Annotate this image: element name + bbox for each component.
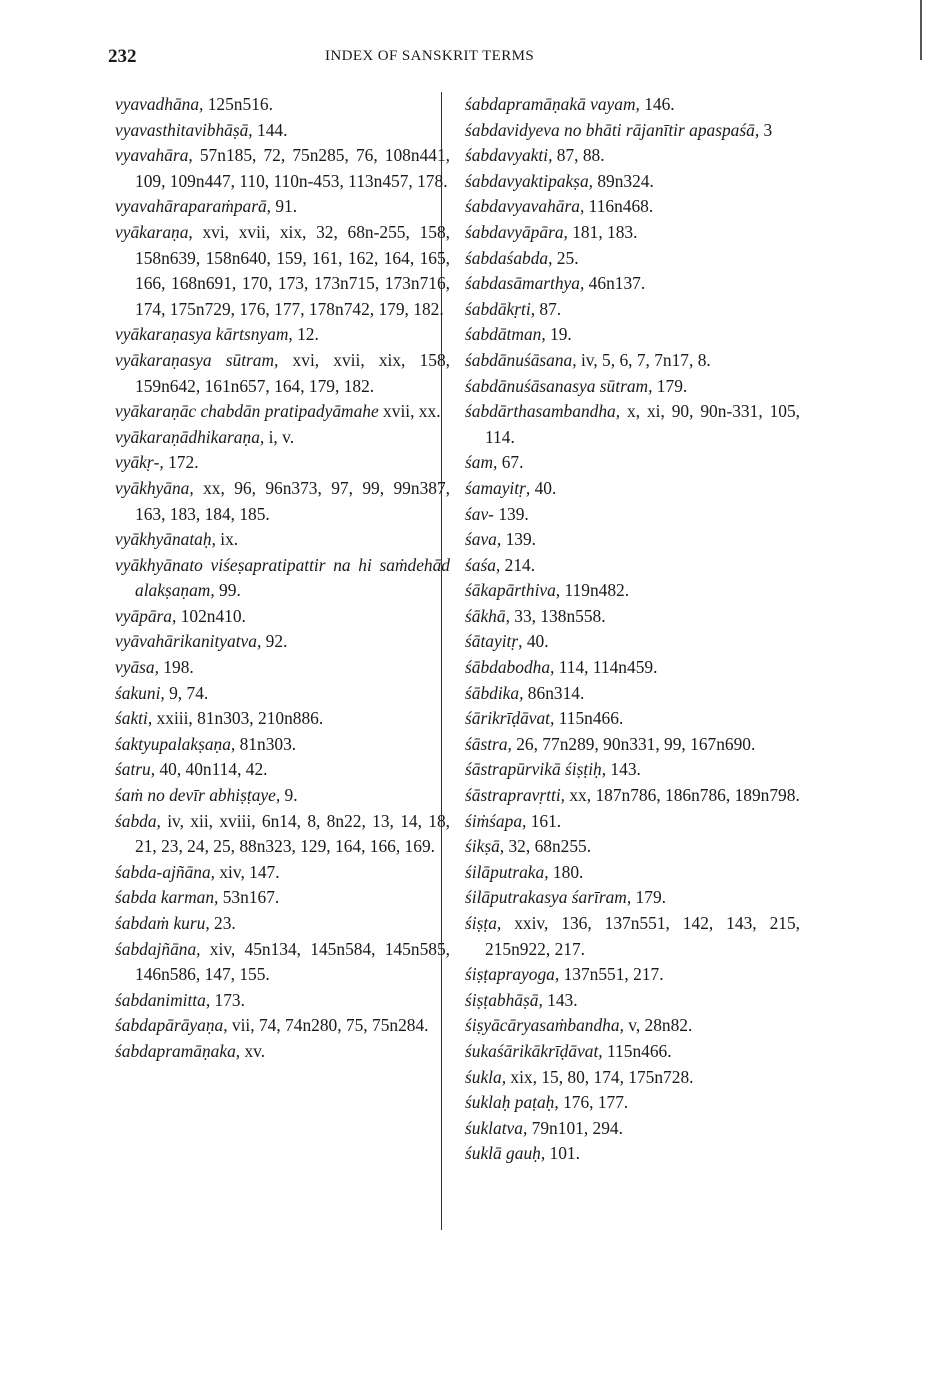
entry-refs: 87, 88.: [552, 145, 605, 166]
entry-term: śabdavyakti,: [465, 145, 553, 166]
entry-refs: 144.: [252, 119, 288, 140]
index-entry: [465, 732, 800, 758]
entry-term: śābdabodha,: [465, 657, 555, 678]
entry-term: śabdātman,: [465, 324, 546, 345]
entry-refs: xxiv, 136, 137n551, 142, 143, 215, 215n922, 217.: [485, 913, 800, 959]
entry-term: śabdavyavahāra,: [465, 196, 585, 217]
entry-term: śabdaṁ kuru,: [115, 913, 210, 933]
entry-term: śuklā gauḥ,: [465, 1143, 546, 1164]
entry-refs: 89n324.: [592, 170, 654, 191]
entry-refs: 146.: [639, 94, 675, 114]
entry-refs: 9, 74.: [164, 682, 209, 703]
entry-term: śabdaśabda,: [465, 247, 553, 268]
index-entry: [115, 425, 450, 451]
entry-refs: 40.: [522, 631, 549, 652]
entry-refs: 91.: [271, 196, 298, 217]
entry-refs: 115n466.: [554, 708, 624, 729]
index-entry: [465, 374, 800, 400]
entry-refs: 181, 183.: [567, 221, 638, 242]
index-entry: [115, 322, 450, 348]
index-entry: [465, 297, 800, 323]
entry-refs: 57n185, 72, 75n285, 76, 108n441, 109, 109n447, 110, 110n-453, 113n457, 178.: [135, 145, 450, 191]
entry-refs: 3: [759, 119, 773, 140]
index-entry: [115, 937, 450, 988]
entry-term: śaśa,: [465, 554, 501, 575]
entry-term: śakuni,: [115, 682, 165, 703]
entry-term: vyākhyāna,: [115, 477, 194, 498]
index-entry: [115, 399, 450, 425]
entry-refs: 143.: [542, 989, 578, 1010]
index-entry: [465, 1013, 800, 1039]
index-entry: [465, 706, 800, 732]
entry-refs: 161.: [526, 810, 562, 831]
index-entry: [465, 527, 800, 553]
entry-term: vyākaraṇasya sūtram,: [115, 349, 279, 370]
entry-refs: 86n314.: [523, 682, 585, 703]
entry-refs: 25.: [552, 247, 579, 268]
index-entry: [465, 1065, 800, 1091]
index-entry: [465, 220, 800, 246]
index-entry: [115, 476, 450, 527]
entry-term: śamayitṛ,: [465, 477, 531, 498]
entry-term: vyākṛ-,: [115, 452, 164, 473]
entry-term: śāstra,: [465, 733, 512, 754]
entry-term: śabdapramāṇaka,: [115, 1040, 241, 1061]
entry-term: śākapārthiva,: [465, 580, 561, 601]
index-entry: [115, 681, 450, 707]
entry-refs: 125n516.: [203, 94, 273, 114]
entry-term: vyākaraṇādhikaraṇa,: [115, 426, 265, 447]
index-entry: [115, 527, 450, 553]
entry-refs: 40.: [530, 477, 557, 498]
entry-term: vyākaraṇāc chabdān pratipadyāmahe: [115, 401, 379, 422]
entry-refs: 92.: [261, 631, 288, 652]
running-head: INDEX OF SANSKRIT TERMS: [325, 48, 535, 64]
entry-term: vyākhyānataḥ,: [115, 529, 216, 550]
index-entry: [465, 604, 800, 630]
entry-term: śatru,: [115, 759, 156, 780]
entry-refs: 67.: [497, 452, 524, 473]
entry-refs: iv, xii, xviii, 6n14, 8, 8n22, 13, 14, 18, 21, 23, 24, 25, 88n323, 129, 164, 166, 169.: [135, 810, 450, 857]
entry-term: śāstrapūrvikā śiṣṭiḥ,: [465, 759, 607, 780]
entry-refs: v, 28n82.: [623, 1015, 693, 1036]
entry-term: śabdākṛti,: [465, 298, 536, 319]
entry-refs: 214.: [500, 554, 536, 575]
index-entry: [465, 476, 800, 502]
entry-refs: 114, 114n459.: [554, 657, 658, 678]
entry-refs: 26, 77n289, 90n331, 99, 167n690.: [511, 733, 756, 754]
index-entry: [465, 246, 800, 272]
entry-term: śiṣyācāryasaṁbandha,: [465, 1015, 624, 1036]
entry-term: śukaśārikākrīḍāvat,: [465, 1040, 603, 1061]
index-entry: [465, 578, 800, 604]
entry-term: vyākhyānato viśeṣapratipattir na hi saṁdehād alakṣaṇam,: [115, 554, 450, 601]
entry-term: śuklaḥ paṭaḥ,: [465, 1092, 559, 1113]
entry-refs: 119n482.: [560, 580, 630, 601]
entry-term: śabdanimitta,: [115, 989, 211, 1010]
index-entry: [465, 92, 800, 118]
entry-term: śiṣṭaprayoga,: [465, 964, 560, 985]
index-entry: [465, 629, 800, 655]
index-entry: [115, 988, 450, 1014]
index-entry: [465, 860, 800, 886]
index-entry: [115, 220, 450, 322]
entry-term: śabdānuśāsanasya sūtram,: [465, 375, 653, 396]
entry-refs: 139.: [493, 503, 529, 524]
entry-refs: 115n466.: [602, 1040, 672, 1061]
entry-term: śabdavyaktipakṣa,: [465, 170, 593, 191]
entry-refs: xiv, 147.: [215, 861, 280, 882]
entry-term: śabdapārāyaṇa,: [115, 1015, 228, 1036]
entry-refs: xiv, 45n134, 145n584, 145n585, 146n586, 147, 155.: [135, 938, 450, 985]
index-entry: [115, 629, 450, 655]
entry-refs: 198.: [158, 657, 194, 678]
entry-refs: 102n410.: [176, 605, 246, 626]
entry-refs: ix.: [215, 529, 239, 550]
entry-term: śaktyupalakṣaṇa,: [115, 733, 236, 754]
entry-term: śākhā,: [465, 605, 510, 626]
index-entry: [115, 757, 450, 783]
index-entry: [115, 1013, 450, 1039]
index-entry: [465, 1090, 800, 1116]
index-entry: [115, 194, 450, 220]
entry-refs: x, xi, 90, 90n-331, 105, 114.: [485, 401, 800, 447]
index-entry: [465, 681, 800, 707]
entry-term: śāstrapravṛtti,: [465, 785, 566, 806]
index-entry: [465, 834, 800, 860]
entry-term: śukla,: [465, 1066, 507, 1087]
entry-refs: 87.: [535, 298, 562, 319]
entry-term: vyāvahārikanityatva,: [115, 631, 262, 652]
entry-term: śaṁ no devīr abhiṣṭaye,: [115, 785, 281, 806]
left-column: [115, 92, 450, 1065]
entry-refs: 99.: [214, 580, 241, 601]
entry-term: śabda karman,: [115, 887, 219, 908]
entry-term: śabdasāmarthya,: [465, 273, 585, 294]
entry-term: śārikrīḍāvat,: [465, 708, 555, 729]
index-entry: [115, 860, 450, 886]
entry-refs: 180.: [548, 861, 584, 882]
entry-term: śabdapramāṇakā vayam,: [465, 94, 640, 114]
entry-refs: 179.: [631, 887, 666, 908]
index-entry: [115, 553, 450, 604]
entry-refs: i, v.: [264, 426, 295, 447]
index-entry: [465, 783, 800, 809]
index-entry: [115, 732, 450, 758]
entry-refs: 81n303.: [235, 733, 297, 754]
entry-refs: iv, 5, 6, 7, 7n17, 8.: [576, 349, 711, 370]
index-entry: [115, 809, 450, 860]
entry-refs: vii, 74, 74n280, 75, 75n284.: [227, 1015, 429, 1036]
entry-term: śava,: [465, 529, 502, 550]
entry-refs: xvi, xvii, xix, 158, 159n642, 161n657, 164, 179, 182.: [135, 349, 450, 396]
index-entry: [465, 1141, 800, 1167]
entry-term: śabda,: [115, 810, 161, 831]
entry-refs: 79n101, 294.: [527, 1117, 623, 1138]
entry-refs: 173.: [210, 989, 245, 1010]
entry-term: śabdānuśāsana,: [465, 349, 577, 370]
entry-refs: 46n137.: [584, 273, 646, 294]
index-entry: [465, 194, 800, 220]
entry-term: śakti,: [115, 708, 153, 729]
entry-term: śabdavyāpāra,: [465, 221, 568, 242]
entry-refs: xxiii, 81n303, 210n886.: [152, 708, 324, 729]
index-entry: [465, 962, 800, 988]
entry-term: vyākaraṇasya kārtsnyam,: [115, 324, 293, 345]
index-entry: [465, 655, 800, 681]
entry-term: vyavadhāna,: [115, 94, 204, 114]
entry-refs: 40, 40n114, 42.: [155, 759, 268, 780]
index-entry: [115, 92, 450, 118]
entry-refs: 176, 177.: [558, 1092, 629, 1113]
index-entry: [465, 809, 800, 835]
entry-term: vyāpāra,: [115, 605, 177, 626]
index-entry: [465, 1116, 800, 1142]
index-entry: [115, 118, 450, 144]
entry-refs: 33, 138n558.: [509, 605, 606, 626]
index-entry: [115, 143, 450, 194]
entry-term: śilāputraka,: [465, 861, 549, 882]
entry-refs: 179.: [652, 375, 688, 396]
entry-term: vyākaraṇa,: [115, 221, 193, 242]
entry-term: śabdārthasambandha,: [465, 401, 621, 422]
entry-term: śābdika,: [465, 682, 524, 703]
entry-term: śav-: [465, 503, 494, 524]
index-entry: [465, 450, 800, 476]
entry-refs: xix, 15, 80, 174, 175n728.: [506, 1066, 694, 1087]
right-column: [465, 92, 800, 1167]
entry-refs: 116n468.: [584, 196, 654, 217]
entry-refs: xx, 96, 96n373, 97, 99, 99n387, 163, 183, 184, 185.: [135, 477, 450, 524]
index-entry: [465, 322, 800, 348]
index-entry: [465, 911, 800, 962]
entry-refs: xv.: [240, 1040, 266, 1061]
entry-term: śiṣṭabhāṣā,: [465, 989, 543, 1010]
index-entry: [465, 118, 800, 144]
entry-refs: xx, 187n786, 186n786, 189n798.: [565, 785, 800, 806]
index-entry: [465, 348, 800, 374]
index-entry: [115, 655, 450, 681]
entry-term: śātayitṛ,: [465, 631, 523, 652]
entry-term: śabdavidyeva no bhāti rājanītir apaspaśā,: [465, 119, 760, 140]
entry-refs: 143.: [606, 759, 641, 780]
entry-refs: 101.: [545, 1143, 580, 1164]
index-entry: [465, 502, 800, 528]
entry-refs: 137n551, 217.: [559, 964, 664, 985]
index-entry: [465, 553, 800, 579]
index-entry: [115, 450, 450, 476]
index-entry: [115, 348, 450, 399]
entry-refs: 9.: [280, 785, 298, 806]
entry-term: śiṁśapa,: [465, 810, 527, 831]
index-entry: [465, 1039, 800, 1065]
index-entry: [465, 271, 800, 297]
entry-refs: 172.: [163, 452, 199, 473]
entry-term: śabda-ajñāna,: [115, 861, 215, 882]
entry-term: vyavahāraparaṁparā,: [115, 196, 272, 217]
entry-refs: xvii, xx.: [378, 401, 441, 422]
entry-refs: 53n167.: [218, 887, 280, 908]
index-entry: [465, 757, 800, 783]
entry-term: vyāsa,: [115, 657, 159, 678]
entry-refs: 139.: [501, 529, 537, 550]
page-number: 232: [108, 46, 137, 67]
entry-term: śilāputrakasya śarīram,: [465, 887, 632, 908]
entry-term: śikṣā,: [465, 836, 505, 857]
edge-mark: [920, 0, 922, 60]
index-entry: [115, 604, 450, 630]
entry-term: śuklatva,: [465, 1117, 528, 1138]
entry-refs: 19.: [545, 324, 572, 345]
index-entry: [115, 911, 450, 937]
entry-refs: 12.: [292, 324, 319, 345]
entry-term: vyavasthitavibhāṣā,: [115, 119, 253, 140]
index-entry: [115, 885, 450, 911]
index-entry: [465, 399, 800, 450]
index-entry: [115, 783, 450, 809]
entry-refs: 32, 68n255.: [504, 836, 592, 857]
entry-refs: 23.: [209, 913, 236, 933]
index-entry: [465, 885, 800, 911]
index-entry: [115, 1039, 450, 1065]
entry-term: śiṣṭa,: [465, 913, 502, 933]
index-entry: [465, 169, 800, 195]
index-entry: [465, 143, 800, 169]
index-entry: [115, 706, 450, 732]
entry-term: vyavahāra,: [115, 145, 193, 166]
entry-term: śam,: [465, 452, 498, 473]
index-entry: [465, 988, 800, 1014]
entry-term: śabdajñāna,: [115, 938, 201, 959]
entry-refs: xvi, xvii, xix, 32, 68n-255, 158, 158n639, 158n640, 159, 161, 162, 164, 165, 166, 168n691, 170, 173, 173n715, 173n716, 174, 175n729, 176, 177, 178n742, 179, 182.: [135, 221, 450, 319]
